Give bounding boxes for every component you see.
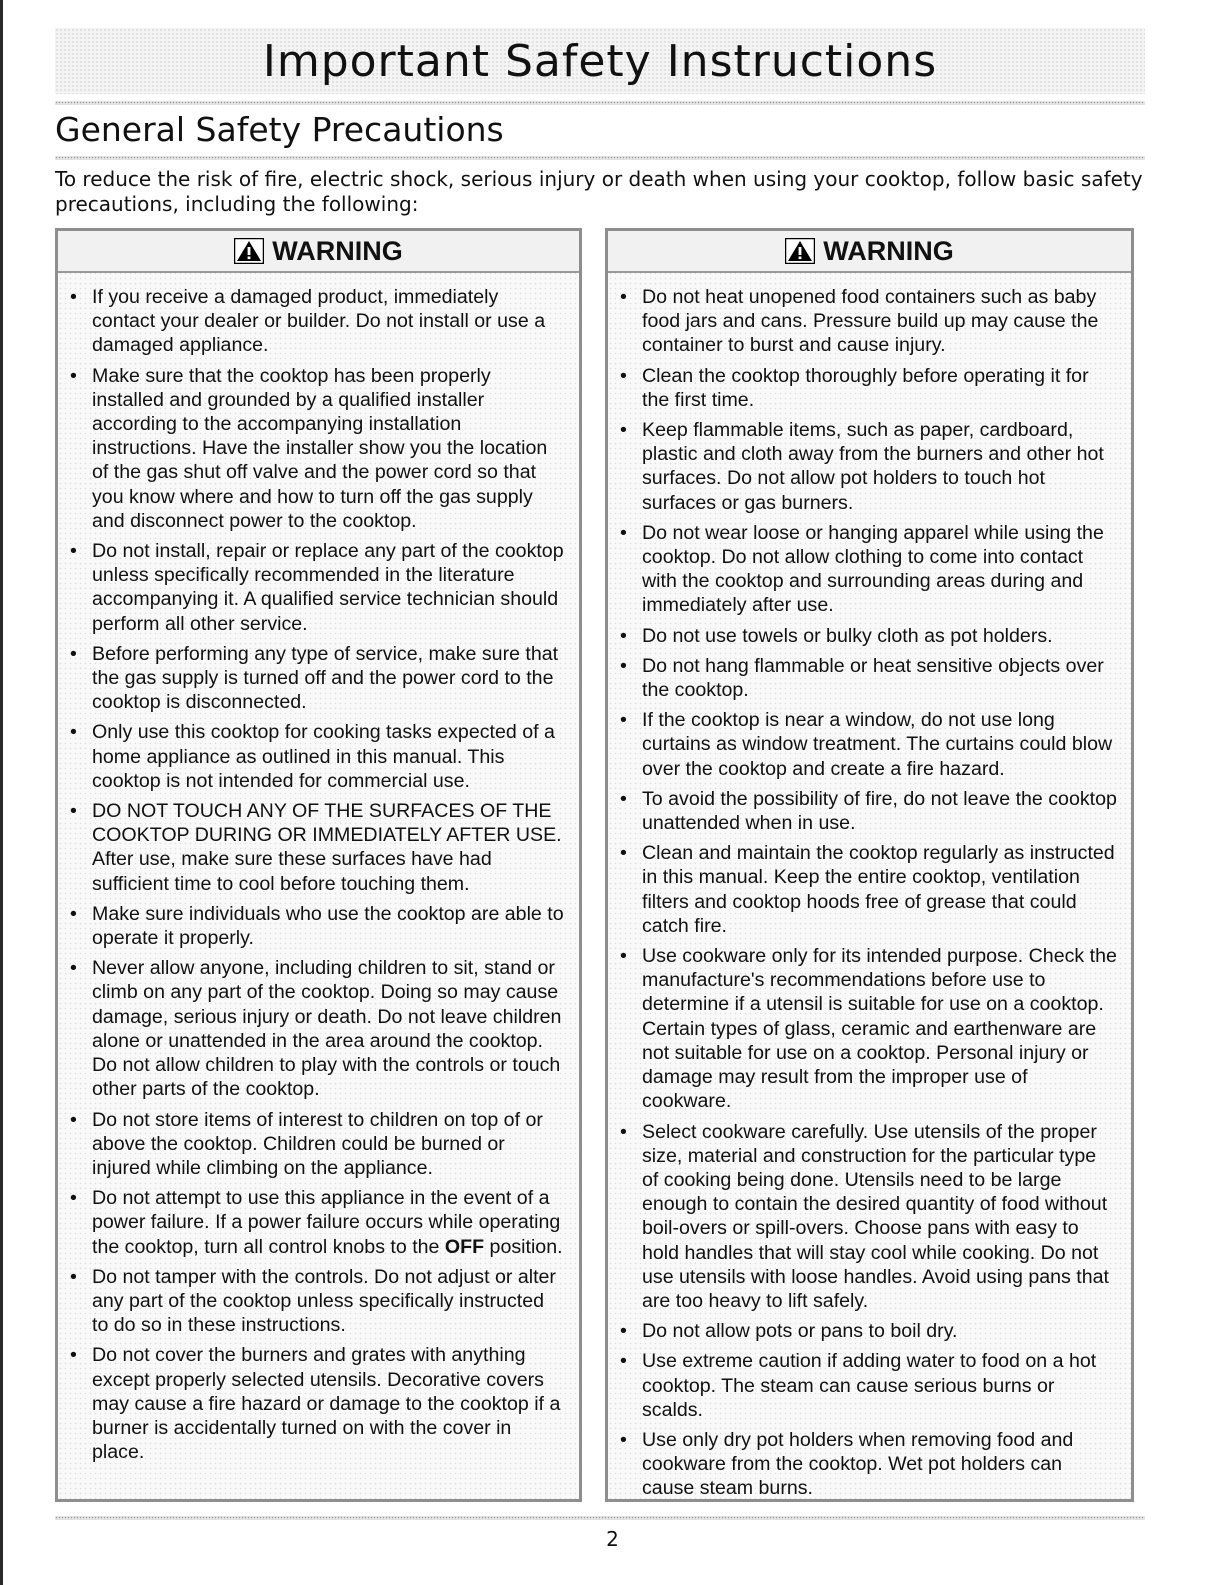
warning-item-text: Use extreme caution if adding water to food on a hot cooktop. The steam can cause serious burns or scalds. xyxy=(642,1350,1097,1421)
warning-item-text: Do not store items of interest to children on top of or above the cooktop. Children could be burned or injured while climbing on the appliance. xyxy=(92,1108,543,1179)
warning-item xyxy=(630,418,1117,515)
warning-triangle-icon xyxy=(785,238,815,264)
warning-item xyxy=(630,364,1117,412)
warning-panel-right xyxy=(605,228,1134,1502)
warning-item-text: DO NOT TOUCH ANY OF THE SURFACES OF THE COOKTOP DURING OR IMMEDIATELY AFTER USE. After use, make sure these surfaces have had sufficient time to cool before touching them. xyxy=(92,800,562,895)
warning-item xyxy=(630,944,1117,1113)
warning-item-text: Select cookware carefully. Use utensils of the proper size, material and construction for the particular type of cooking being done. Utensils need to be large enough to contain the desired quantity of food without boil-overs or spill-overs. Choose pans with easy to hold handles that will stay cool while cooking. Do not use utensils with loose handles. Avoid using pans that are too heavy to lift safely. xyxy=(642,1120,1109,1312)
warning-item xyxy=(80,1186,565,1259)
warning-item xyxy=(80,285,565,358)
warning-item-text-tail: position. xyxy=(484,1235,563,1258)
warning-item xyxy=(80,1343,565,1464)
warning-item-text: Make sure individuals who use the cooktop are able to operate it properly. xyxy=(92,902,564,950)
warning-item-text: Do not attempt to use this appliance in the event of a power failure. If a power failure occurs while operating the cooktop, turn all control knobs to the xyxy=(92,1187,561,1258)
warning-triangle-icon xyxy=(234,238,264,264)
warning-item-text: Do not heat unopened food containers such as baby food jars and cans. Pressure build up may cause the container to burst and cause injury. xyxy=(642,286,1099,357)
warning-item xyxy=(630,1120,1117,1314)
warning-heading: WARNING xyxy=(272,235,403,266)
warning-list xyxy=(608,273,1131,1501)
warning-item xyxy=(630,624,1117,648)
warning-item xyxy=(80,1108,565,1181)
warning-header xyxy=(608,231,1131,273)
warning-item xyxy=(80,720,565,793)
warning-item xyxy=(630,708,1117,781)
warning-item xyxy=(630,841,1117,938)
warning-heading: WARNING xyxy=(823,235,954,266)
warning-item-text: Do not allow pots or pans to boil dry. xyxy=(642,1320,958,1343)
divider-section xyxy=(55,156,1145,160)
warning-item xyxy=(80,902,565,950)
warning-item-text: Do not use towels or bulky cloth as pot holders. xyxy=(642,624,1053,647)
warning-item-emphasis: OFF xyxy=(444,1235,485,1258)
warning-item-text: Clean the cooktop thoroughly before operating it for the first time. xyxy=(642,364,1089,411)
warning-item xyxy=(80,539,565,636)
divider-top xyxy=(55,101,1145,105)
section-title: General Safety Precautions xyxy=(55,110,504,149)
warning-item xyxy=(80,364,565,533)
warning-item xyxy=(80,642,565,715)
warning-item-text: Only use this cooktop for cooking tasks expected of a home appliance as outlined in this manual. This cooktop is not intended for commercial use. xyxy=(92,721,555,792)
page-number: 2 xyxy=(606,1527,619,1551)
warning-item-text: Do not install, repair or replace any part of the cooktop unless specifically recommended in the literature accompanying it. A qualified service technician should perform all other service. xyxy=(92,540,564,635)
warning-item xyxy=(630,654,1117,702)
warning-item-text: Do not tamper with the controls. Do not adjust or alter any part of the cooktop unless specifically instructed to do so in these instructions. xyxy=(92,1265,556,1337)
warning-list xyxy=(58,273,579,1464)
warning-item xyxy=(630,787,1117,835)
scan-edge xyxy=(0,0,3,1585)
warning-item-text: Clean and maintain the cooktop regularly as instructed in this manual. Keep the entire cooktop, ventilation filters and cooktop hoods free of grease that could catch fire. xyxy=(642,842,1115,937)
warning-item-text: Do not cover the burners and grates with anything except properly selected utensils. Decorative covers may cause a fire hazard or damage to the cooktop if a burner is accidentally turned on with the cover in place. xyxy=(92,1344,561,1464)
warning-item-text: Before performing any type of service, make sure that the gas supply is turned off and the power cord to the cooktop is disconnected. xyxy=(92,642,559,714)
warning-item-text: Keep flammable items, such as paper, cardboard, plastic and cloth away from the burners and other hot surfaces. Do not allow pot holders to touch hot surfaces or gas burners. xyxy=(642,419,1104,514)
warning-item xyxy=(630,1349,1117,1422)
warning-item-text: To avoid the possibility of fire, do not leave the cooktop unattended when in use. xyxy=(642,787,1117,835)
warning-item-text: Use only dry pot holders when removing food and cookware from the cooktop. Wet pot holders can cause steam burns. xyxy=(642,1428,1074,1500)
warning-item xyxy=(630,285,1117,358)
warning-panel-left xyxy=(55,228,582,1502)
warning-item-text: Do not wear loose or hanging apparel while using the cooktop. Do not allow clothing to come into contact with the cooktop and surrounding areas during and immediately after use. xyxy=(642,521,1104,617)
warning-item xyxy=(630,521,1117,618)
warning-item xyxy=(80,799,565,896)
divider-bottom xyxy=(55,1516,1145,1520)
warning-item-text: Do not hang flammable or heat sensitive objects over the cooktop. xyxy=(642,654,1104,702)
warning-item xyxy=(630,1428,1117,1501)
warning-item-text: If you receive a damaged product, immediately contact your dealer or builder. Do not install or use a damaged appliance. xyxy=(92,286,546,357)
page-title: Important Safety Instructions xyxy=(262,35,938,87)
warning-item xyxy=(630,1319,1117,1343)
warning-item-text: Use cookware only for its intended purpose. Check the manufacture's recommendations before use to determine if a utensil is suitable for use on a cooktop. Certain types of glass, ceramic and earthenware are not suitable for use on a cooktop. Personal injury or damage may result from the improper use of cookware. xyxy=(642,945,1117,1113)
warning-item xyxy=(80,1265,565,1338)
warning-item-text: Make sure that the cooktop has been properly installed and grounded by a qualified installer according to the accompanying installation instructions. Have the installer show you the location of the gas shut off valve and the power cord so that you know where and how to turn off the gas supply and disconnect power to the cooktop. xyxy=(92,364,548,532)
warning-item-text: Never allow anyone, including children to sit, stand or climb on any part of the cooktop. Doing so may cause damage, serious injury or death. Do not leave children alone or unattended in the area around the cooktop. Do not allow children to play with the controls or touch other parts of the cooktop. xyxy=(92,957,562,1101)
title-band xyxy=(55,28,1145,94)
warning-header xyxy=(58,231,579,273)
warning-item xyxy=(80,956,565,1101)
warning-item-text: If the cooktop is near a window, do not use long curtains as window treatment. The curtains could blow over the cooktop and create a fire hazard. xyxy=(642,709,1113,780)
intro-text: To reduce the risk of fire, electric shock, serious injury or death when using your cooktop, follow basic safety precautions, including the following: xyxy=(55,167,1143,216)
